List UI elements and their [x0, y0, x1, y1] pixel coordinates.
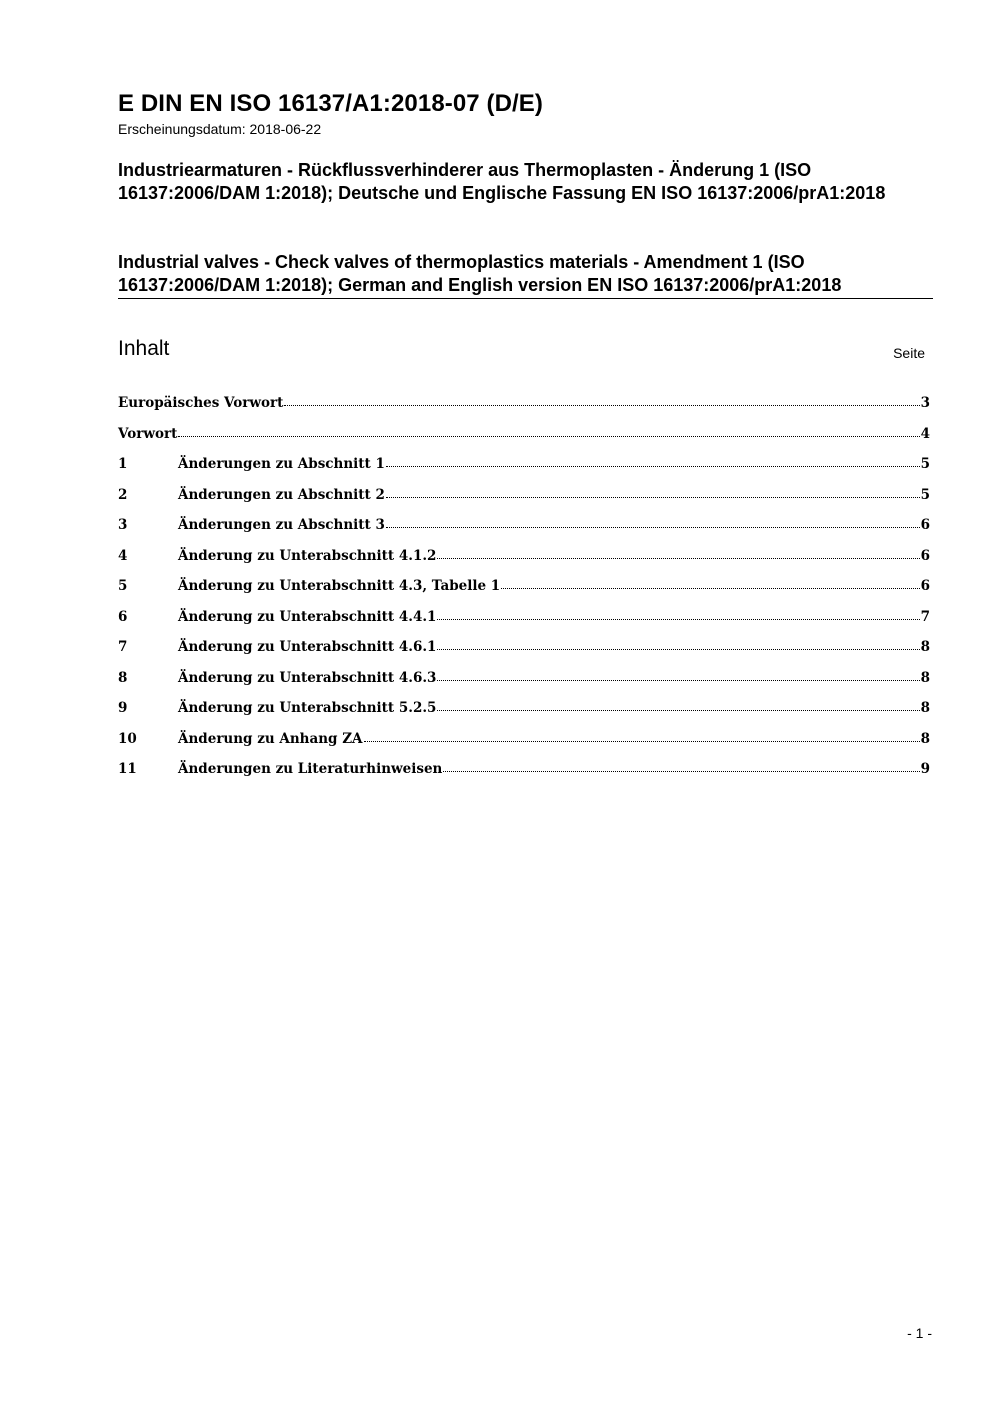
toc-entry-title: Änderung zu Unterabschnitt 4.1.2 — [178, 547, 437, 564]
toc-entry[interactable] — [118, 548, 930, 579]
publication-date: Erscheinungsdatum: 2018-06-22 — [118, 121, 322, 137]
toc-entry[interactable] — [118, 395, 930, 426]
toc-entry-title: Änderung zu Anhang ZA — [178, 730, 363, 747]
toc-entry-title: Änderung zu Unterabschnitt 4.6.3 — [178, 669, 437, 686]
title-german: Industriearmaturen - Rückflussverhinderer aus Thermoplasten - Änderung 1 (ISO 16137:2006/DAM 1:2018); Deutsche und Englische Fassung EN ISO 16137:2006/prA1:2018 — [118, 160, 886, 203]
toc-dot-leader — [386, 465, 920, 467]
toc-entry-title: Änderungen zu Abschnitt 1 — [178, 456, 385, 472]
toc-entry[interactable] — [118, 639, 930, 670]
toc-entry-title: Europäisches Vorwort — [118, 395, 284, 411]
toc-heading: Inhalt — [118, 337, 170, 360]
toc-dot-leader — [443, 770, 919, 772]
toc-entry-number: 5 — [118, 578, 128, 594]
toc-dot-leader — [437, 709, 919, 711]
toc-dot-leader — [501, 587, 919, 589]
toc-page-label: Seite — [893, 345, 925, 361]
toc-dot-leader — [386, 496, 920, 498]
toc-entry[interactable] — [118, 517, 930, 548]
toc-entry-title: Änderungen zu Literaturhinweisen — [178, 761, 443, 777]
toc-entry-number: 3 — [118, 517, 128, 533]
toc-entry-title: Änderung zu Unterabschnitt 4.4.1 — [178, 608, 437, 625]
toc-entry-page: 8 — [920, 639, 930, 655]
toc-entry[interactable] — [118, 456, 930, 487]
toc-entry-number: 10 — [118, 730, 137, 747]
toc-entry-title: Änderung zu Unterabschnitt 5.2.5 — [178, 700, 437, 716]
toc-entry-title: Änderungen zu Abschnitt 2 — [178, 486, 385, 503]
toc-entry[interactable] — [118, 426, 930, 457]
toc-entry[interactable] — [118, 609, 930, 640]
toc-entry[interactable] — [118, 700, 930, 731]
toc-entry[interactable] — [118, 761, 930, 792]
toc-entry-title: Änderungen zu Abschnitt 3 — [178, 517, 385, 533]
toc-dot-leader — [284, 404, 919, 406]
toc-entry-number: 6 — [118, 608, 128, 625]
toc-entry-page: 9 — [920, 761, 930, 777]
toc-entry-number: 9 — [118, 700, 128, 716]
toc-dot-leader — [178, 435, 919, 437]
toc-entry-page: 7 — [920, 608, 930, 625]
page-number: - 1 - — [907, 1325, 932, 1341]
toc-entry-title: Änderung zu Unterabschnitt 4.3, Tabelle 1 — [178, 578, 501, 594]
toc-entry-page: 6 — [920, 547, 930, 564]
header-divider — [118, 298, 933, 299]
toc-entry-number: 7 — [118, 639, 128, 655]
toc-entry-title: Änderung zu Unterabschnitt 4.6.1 — [178, 639, 437, 655]
toc-dot-leader — [364, 740, 920, 742]
toc-entry-page: 8 — [920, 669, 930, 686]
toc-entry-number: 8 — [118, 669, 128, 686]
toc-dot-leader — [437, 648, 919, 650]
toc-entry-page: 6 — [920, 578, 930, 594]
toc-dot-leader — [437, 618, 919, 620]
toc-entry-page: 8 — [920, 700, 930, 716]
toc-entry-number: 4 — [118, 547, 128, 564]
toc-entry[interactable] — [118, 578, 930, 609]
toc-entry-number: 1 — [118, 456, 128, 472]
toc-entry[interactable] — [118, 487, 930, 518]
table-of-contents — [118, 395, 930, 792]
toc-entry-title: Vorwort — [118, 425, 178, 442]
toc-entry-page: 5 — [920, 456, 930, 472]
toc-entry-page: 3 — [920, 395, 930, 411]
toc-entry-page: 5 — [920, 486, 930, 503]
toc-dot-leader — [437, 557, 919, 559]
toc-dot-leader — [437, 679, 919, 681]
toc-entry-number: 2 — [118, 486, 128, 503]
toc-entry-page: 8 — [920, 730, 930, 747]
title-english: Industrial valves - Check valves of thermoplastics materials - Amendment 1 (ISO 16137:2006/DAM 1:2018); German and English version EN ISO 16137:2006/prA1:2018 — [118, 252, 842, 295]
toc-dot-leader — [386, 526, 920, 528]
toc-entry-page: 4 — [920, 425, 930, 442]
toc-entry[interactable] — [118, 670, 930, 701]
toc-entry-page: 6 — [920, 517, 930, 533]
toc-entry[interactable] — [118, 731, 930, 762]
toc-entry-number: 11 — [118, 761, 137, 777]
document-id: E DIN EN ISO 16137/A1:2018-07 (D/E) — [118, 90, 544, 117]
